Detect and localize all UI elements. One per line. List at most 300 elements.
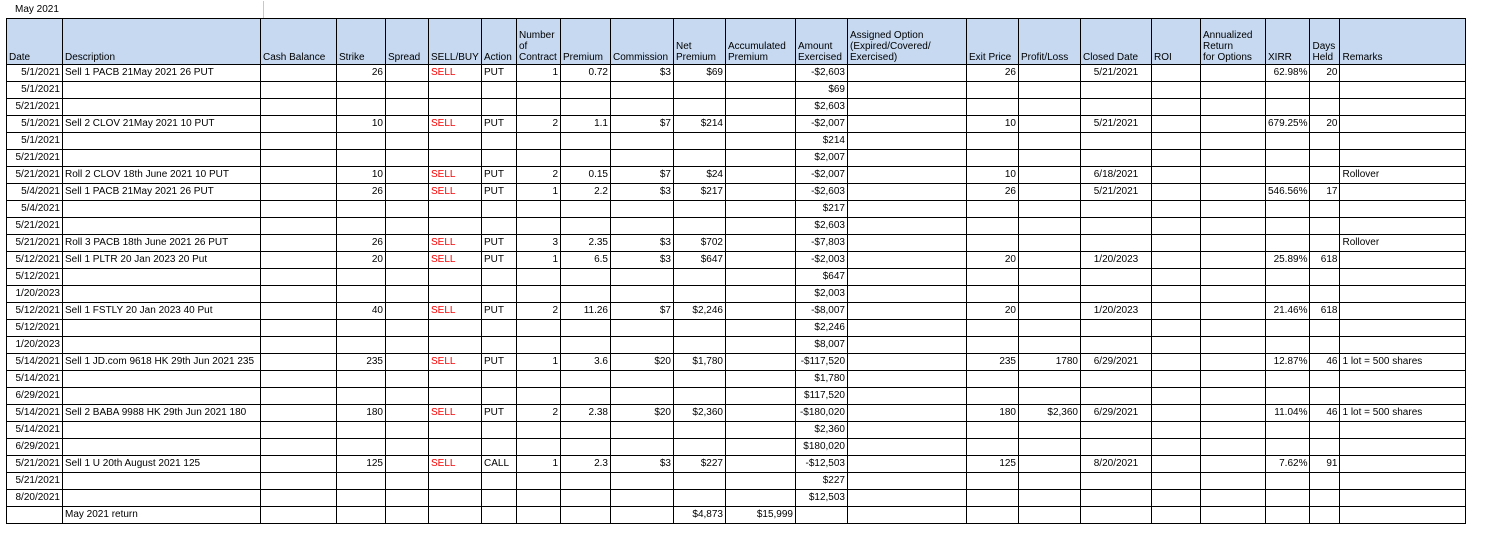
cell-contracts[interactable] [517, 150, 561, 167]
cell-annualized-return[interactable] [1201, 235, 1266, 252]
header-xirr[interactable] [1266, 19, 1310, 65]
cell-amount-exercised[interactable]: $2,603 [796, 218, 848, 235]
cell-xirr[interactable]: 25.89% [1266, 252, 1310, 269]
cell-commission[interactable] [611, 201, 674, 218]
cell-closed-date[interactable] [1081, 133, 1152, 150]
cell-cash-balance[interactable] [261, 354, 337, 371]
cell-description[interactable]: Sell 1 JD.com 9618 HK 29th Jun 2021 235 [63, 354, 261, 371]
cell-contracts[interactable] [517, 507, 561, 524]
cell-annualized-return[interactable] [1201, 116, 1266, 133]
cell-amount-exercised[interactable]: -$7,803 [796, 235, 848, 252]
cell-commission[interactable]: $20 [611, 354, 674, 371]
cell-annualized-return[interactable] [1201, 150, 1266, 167]
cell-net-premium[interactable]: $647 [674, 252, 726, 269]
cell-premium[interactable]: 11.26 [561, 303, 611, 320]
cell-spread[interactable] [386, 252, 429, 269]
cell-roi[interactable] [1152, 320, 1201, 337]
cell-days-held[interactable] [1310, 286, 1340, 303]
cell-profit-loss[interactable] [1019, 320, 1081, 337]
cell-profit-loss[interactable] [1019, 235, 1081, 252]
cell-commission[interactable] [611, 388, 674, 405]
cell-description[interactable] [63, 337, 261, 354]
cell-amount-exercised[interactable]: $1,780 [796, 371, 848, 388]
cell-cash-balance[interactable] [261, 218, 337, 235]
cell-premium[interactable]: 2.38 [561, 405, 611, 422]
cell-strike[interactable]: 180 [337, 405, 386, 422]
cell-xirr[interactable] [1266, 82, 1310, 99]
cell-date[interactable]: 1/20/2023 [7, 337, 63, 354]
cell-roi[interactable] [1152, 422, 1201, 439]
cell-closed-date[interactable] [1081, 371, 1152, 388]
cell-xirr[interactable] [1266, 422, 1310, 439]
cell-amount-exercised[interactable]: $180,020 [796, 439, 848, 456]
cell-amount-exercised[interactable]: -$117,520 [796, 354, 848, 371]
cell-description[interactable]: Sell 1 PLTR 20 Jan 2023 20 Put [63, 252, 261, 269]
cell-spread[interactable] [386, 303, 429, 320]
cell-xirr[interactable] [1266, 490, 1310, 507]
cell-closed-date[interactable]: 6/29/2021 [1081, 354, 1152, 371]
cell-assigned-option[interactable] [848, 116, 967, 133]
cell-assigned-option[interactable] [848, 99, 967, 116]
cell-commission[interactable] [611, 150, 674, 167]
cell-contracts[interactable]: 1 [517, 456, 561, 473]
cell-action[interactable] [482, 99, 517, 116]
cell-date[interactable]: 5/21/2021 [7, 456, 63, 473]
cell-annualized-return[interactable] [1201, 184, 1266, 201]
cell-closed-date[interactable] [1081, 235, 1152, 252]
cell-roi[interactable] [1152, 218, 1201, 235]
cell-sell-buy[interactable] [429, 218, 482, 235]
cell-annualized-return[interactable] [1201, 473, 1266, 490]
cell-action[interactable]: PUT [482, 405, 517, 422]
cell-contracts[interactable] [517, 133, 561, 150]
cell-cash-balance[interactable] [261, 388, 337, 405]
cell-premium[interactable] [561, 201, 611, 218]
cell-closed-date[interactable] [1081, 320, 1152, 337]
header-cash-balance[interactable] [261, 19, 337, 65]
cell-cash-balance[interactable] [261, 320, 337, 337]
cell-assigned-option[interactable] [848, 286, 967, 303]
cell-net-premium[interactable]: $217 [674, 184, 726, 201]
cell-net-premium[interactable] [674, 150, 726, 167]
cell-commission[interactable] [611, 320, 674, 337]
cell-closed-date[interactable] [1081, 473, 1152, 490]
cell-closed-date[interactable] [1081, 388, 1152, 405]
cell-assigned-option[interactable] [848, 354, 967, 371]
cell-contracts[interactable] [517, 99, 561, 116]
cell-xirr[interactable]: 11.04% [1266, 405, 1310, 422]
cell-profit-loss[interactable] [1019, 201, 1081, 218]
cell-commission[interactable] [611, 337, 674, 354]
cell-description[interactable] [63, 99, 261, 116]
cell-premium[interactable]: 2.3 [561, 456, 611, 473]
cell-action[interactable]: PUT [482, 252, 517, 269]
cell-amount-exercised[interactable]: -$2,603 [796, 184, 848, 201]
cell-accumulated-premium[interactable] [726, 65, 796, 82]
cell-spread[interactable] [386, 99, 429, 116]
cell-net-premium[interactable] [674, 320, 726, 337]
cell-exit-price[interactable]: 26 [967, 65, 1019, 82]
cell-amount-exercised[interactable]: $647 [796, 269, 848, 286]
header-contracts[interactable] [517, 19, 561, 65]
cell-xirr[interactable] [1266, 337, 1310, 354]
cell-date[interactable] [7, 507, 63, 524]
cell-spread[interactable] [386, 439, 429, 456]
cell-contracts[interactable]: 2 [517, 116, 561, 133]
cell-commission[interactable] [611, 490, 674, 507]
cell-commission[interactable] [611, 286, 674, 303]
cell-contracts[interactable] [517, 201, 561, 218]
cell-accumulated-premium[interactable] [726, 235, 796, 252]
cell-accumulated-premium[interactable] [726, 99, 796, 116]
cell-sell-buy[interactable]: SELL [429, 184, 482, 201]
cell-days-held[interactable]: 20 [1310, 116, 1340, 133]
cell-exit-price[interactable] [967, 439, 1019, 456]
cell-remarks[interactable] [1340, 507, 1466, 524]
cell-net-premium[interactable] [674, 82, 726, 99]
cell-xirr[interactable] [1266, 235, 1310, 252]
cell-date[interactable]: 6/29/2021 [7, 439, 63, 456]
cell-description[interactable] [63, 490, 261, 507]
cell-closed-date[interactable] [1081, 337, 1152, 354]
cell-date[interactable]: 5/21/2021 [7, 218, 63, 235]
cell-description[interactable] [63, 371, 261, 388]
cell-description[interactable]: Roll 2 CLOV 18th June 2021 10 PUT [63, 167, 261, 184]
cell-annualized-return[interactable] [1201, 201, 1266, 218]
cell-exit-price[interactable] [967, 82, 1019, 99]
cell-action[interactable] [482, 439, 517, 456]
cell-remarks[interactable]: 1 lot = 500 shares [1340, 405, 1466, 422]
cell-strike[interactable]: 26 [337, 235, 386, 252]
cell-days-held[interactable] [1310, 235, 1340, 252]
cell-commission[interactable] [611, 507, 674, 524]
cell-action[interactable]: CALL [482, 456, 517, 473]
cell-amount-exercised[interactable]: $8,007 [796, 337, 848, 354]
cell-annualized-return[interactable] [1201, 439, 1266, 456]
cell-date[interactable]: 5/21/2021 [7, 99, 63, 116]
cell-exit-price[interactable] [967, 150, 1019, 167]
cell-xirr[interactable] [1266, 507, 1310, 524]
cell-days-held[interactable]: 618 [1310, 252, 1340, 269]
cell-annualized-return[interactable] [1201, 303, 1266, 320]
cell-closed-date[interactable] [1081, 286, 1152, 303]
cell-amount-exercised[interactable]: -$180,020 [796, 405, 848, 422]
cell-date[interactable]: 1/20/2023 [7, 286, 63, 303]
cell-annualized-return[interactable] [1201, 218, 1266, 235]
cell-days-held[interactable] [1310, 337, 1340, 354]
cell-sell-buy[interactable] [429, 371, 482, 388]
cell-assigned-option[interactable] [848, 337, 967, 354]
cell-action[interactable] [482, 320, 517, 337]
cell-description[interactable]: Sell 1 U 20th August 2021 125 [63, 456, 261, 473]
cell-exit-price[interactable]: 235 [967, 354, 1019, 371]
cell-spread[interactable] [386, 507, 429, 524]
cell-accumulated-premium[interactable] [726, 269, 796, 286]
cell-accumulated-premium[interactable] [726, 490, 796, 507]
cell-exit-price[interactable]: 10 [967, 167, 1019, 184]
header-sell-buy[interactable] [429, 19, 482, 65]
cell-closed-date[interactable]: 6/18/2021 [1081, 167, 1152, 184]
cell-premium[interactable]: 3.6 [561, 354, 611, 371]
header-description[interactable] [63, 19, 261, 65]
cell-exit-price[interactable] [967, 99, 1019, 116]
cell-date[interactable]: 5/14/2021 [7, 422, 63, 439]
cell-commission[interactable] [611, 218, 674, 235]
cell-strike[interactable]: 235 [337, 354, 386, 371]
cell-days-held[interactable] [1310, 473, 1340, 490]
cell-accumulated-premium[interactable] [726, 218, 796, 235]
cell-closed-date[interactable]: 5/21/2021 [1081, 65, 1152, 82]
header-accumulated-premium[interactable] [726, 19, 796, 65]
cell-profit-loss[interactable] [1019, 99, 1081, 116]
cell-spread[interactable] [386, 82, 429, 99]
cell-accumulated-premium[interactable] [726, 354, 796, 371]
cell-accumulated-premium[interactable] [726, 252, 796, 269]
cell-sell-buy[interactable] [429, 150, 482, 167]
cell-roi[interactable] [1152, 439, 1201, 456]
cell-profit-loss[interactable] [1019, 456, 1081, 473]
cell-remarks[interactable] [1340, 252, 1466, 269]
cell-xirr[interactable] [1266, 218, 1310, 235]
cell-accumulated-premium[interactable] [726, 456, 796, 473]
cell-days-held[interactable] [1310, 269, 1340, 286]
cell-days-held[interactable] [1310, 167, 1340, 184]
cell-date[interactable]: 5/1/2021 [7, 82, 63, 99]
cell-closed-date[interactable]: 1/20/2023 [1081, 303, 1152, 320]
cell-annualized-return[interactable] [1201, 405, 1266, 422]
cell-accumulated-premium[interactable] [726, 286, 796, 303]
cell-annualized-return[interactable] [1201, 167, 1266, 184]
cell-roi[interactable] [1152, 354, 1201, 371]
cell-remarks[interactable] [1340, 82, 1466, 99]
cell-closed-date[interactable] [1081, 218, 1152, 235]
cell-description[interactable]: Roll 3 PACB 18th June 2021 26 PUT [63, 235, 261, 252]
cell-date[interactable]: 5/12/2021 [7, 320, 63, 337]
cell-xirr[interactable] [1266, 269, 1310, 286]
cell-contracts[interactable] [517, 473, 561, 490]
cell-strike[interactable]: 125 [337, 456, 386, 473]
cell-days-held[interactable]: 46 [1310, 405, 1340, 422]
cell-sell-buy[interactable] [429, 82, 482, 99]
cell-amount-exercised[interactable]: $2,360 [796, 422, 848, 439]
cell-roi[interactable] [1152, 235, 1201, 252]
cell-remarks[interactable] [1340, 150, 1466, 167]
cell-premium[interactable] [561, 371, 611, 388]
cell-profit-loss[interactable] [1019, 133, 1081, 150]
cell-annualized-return[interactable] [1201, 286, 1266, 303]
cell-net-premium[interactable]: $2,360 [674, 405, 726, 422]
cell-assigned-option[interactable] [848, 422, 967, 439]
cell-commission[interactable] [611, 269, 674, 286]
cell-assigned-option[interactable] [848, 235, 967, 252]
cell-accumulated-premium[interactable] [726, 116, 796, 133]
cell-date[interactable]: 5/14/2021 [7, 354, 63, 371]
cell-sell-buy[interactable]: SELL [429, 235, 482, 252]
cell-roi[interactable] [1152, 116, 1201, 133]
cell-exit-price[interactable] [967, 337, 1019, 354]
cell-closed-date[interactable]: 1/20/2023 [1081, 252, 1152, 269]
cell-description[interactable] [63, 218, 261, 235]
cell-net-premium[interactable] [674, 286, 726, 303]
cell-amount-exercised[interactable] [796, 507, 848, 524]
cell-date[interactable]: 5/12/2021 [7, 303, 63, 320]
cell-commission[interactable]: $7 [611, 116, 674, 133]
cell-profit-loss[interactable] [1019, 303, 1081, 320]
cell-date[interactable]: 5/14/2021 [7, 371, 63, 388]
cell-premium[interactable] [561, 99, 611, 116]
cell-closed-date[interactable] [1081, 82, 1152, 99]
cell-days-held[interactable] [1310, 201, 1340, 218]
cell-exit-price[interactable] [967, 320, 1019, 337]
cell-exit-price[interactable]: 180 [967, 405, 1019, 422]
cell-roi[interactable] [1152, 252, 1201, 269]
cell-date[interactable]: 6/29/2021 [7, 388, 63, 405]
cell-commission[interactable] [611, 422, 674, 439]
cell-accumulated-premium[interactable] [726, 201, 796, 218]
cell-net-premium[interactable] [674, 371, 726, 388]
cell-net-premium[interactable]: $214 [674, 116, 726, 133]
cell-days-held[interactable]: 17 [1310, 184, 1340, 201]
cell-premium[interactable]: 2.2 [561, 184, 611, 201]
cell-days-held[interactable]: 91 [1310, 456, 1340, 473]
header-commission[interactable] [611, 19, 674, 65]
cell-roi[interactable] [1152, 184, 1201, 201]
cell-assigned-option[interactable] [848, 167, 967, 184]
cell-sell-buy[interactable]: SELL [429, 252, 482, 269]
cell-remarks[interactable]: Rollover [1340, 167, 1466, 184]
cell-date[interactable]: 5/21/2021 [7, 235, 63, 252]
cell-cash-balance[interactable] [261, 252, 337, 269]
cell-premium[interactable] [561, 320, 611, 337]
cell-description[interactable] [63, 133, 261, 150]
cell-exit-price[interactable]: 20 [967, 252, 1019, 269]
cell-assigned-option[interactable] [848, 456, 967, 473]
cell-commission[interactable]: $7 [611, 303, 674, 320]
cell-strike[interactable] [337, 99, 386, 116]
cell-assigned-option[interactable] [848, 371, 967, 388]
cell-profit-loss[interactable] [1019, 252, 1081, 269]
cell-xirr[interactable]: 546.56% [1266, 184, 1310, 201]
cell-exit-price[interactable] [967, 286, 1019, 303]
cell-net-premium[interactable] [674, 218, 726, 235]
cell-sell-buy[interactable]: SELL [429, 65, 482, 82]
cell-cash-balance[interactable] [261, 456, 337, 473]
cell-annualized-return[interactable] [1201, 82, 1266, 99]
cell-assigned-option[interactable] [848, 201, 967, 218]
cell-sell-buy[interactable] [429, 99, 482, 116]
cell-sell-buy[interactable]: SELL [429, 167, 482, 184]
cell-closed-date[interactable] [1081, 99, 1152, 116]
cell-commission[interactable]: $20 [611, 405, 674, 422]
cell-net-premium[interactable]: $1,780 [674, 354, 726, 371]
cell-contracts[interactable]: 1 [517, 184, 561, 201]
cell-exit-price[interactable]: 125 [967, 456, 1019, 473]
cell-sell-buy[interactable]: SELL [429, 303, 482, 320]
cell-profit-loss[interactable] [1019, 65, 1081, 82]
cell-date[interactable]: 5/21/2021 [7, 150, 63, 167]
cell-description[interactable] [63, 269, 261, 286]
cell-contracts[interactable] [517, 388, 561, 405]
cell-remarks[interactable] [1340, 218, 1466, 235]
cell-spread[interactable] [386, 167, 429, 184]
cell-action[interactable] [482, 201, 517, 218]
cell-cash-balance[interactable] [261, 201, 337, 218]
cell-closed-date[interactable] [1081, 439, 1152, 456]
cell-description[interactable]: Sell 1 PACB 21May 2021 26 PUT [63, 65, 261, 82]
cell-profit-loss[interactable] [1019, 218, 1081, 235]
cell-xirr[interactable]: 62.98% [1266, 65, 1310, 82]
cell-assigned-option[interactable] [848, 65, 967, 82]
cell-contracts[interactable]: 1 [517, 252, 561, 269]
cell-roi[interactable] [1152, 65, 1201, 82]
cell-net-premium[interactable] [674, 337, 726, 354]
cell-roi[interactable] [1152, 133, 1201, 150]
cell-amount-exercised[interactable]: -$8,007 [796, 303, 848, 320]
cell-strike[interactable] [337, 439, 386, 456]
cell-strike[interactable] [337, 201, 386, 218]
cell-commission[interactable]: $7 [611, 167, 674, 184]
cell-spread[interactable] [386, 490, 429, 507]
cell-profit-loss[interactable] [1019, 82, 1081, 99]
cell-assigned-option[interactable] [848, 439, 967, 456]
cell-sell-buy[interactable] [429, 490, 482, 507]
cell-action[interactable]: PUT [482, 65, 517, 82]
cell-accumulated-premium[interactable] [726, 473, 796, 490]
cell-spread[interactable] [386, 473, 429, 490]
cell-strike[interactable] [337, 269, 386, 286]
cell-commission[interactable] [611, 371, 674, 388]
cell-action[interactable] [482, 150, 517, 167]
cell-premium[interactable] [561, 473, 611, 490]
cell-sell-buy[interactable]: SELL [429, 405, 482, 422]
cell-remarks[interactable] [1340, 201, 1466, 218]
cell-profit-loss[interactable] [1019, 167, 1081, 184]
cell-cash-balance[interactable] [261, 371, 337, 388]
header-assigned-option[interactable] [848, 19, 967, 65]
cell-xirr[interactable] [1266, 371, 1310, 388]
cell-date[interactable]: 5/4/2021 [7, 201, 63, 218]
cell-remarks[interactable] [1340, 473, 1466, 490]
cell-net-premium[interactable]: $4,873 [674, 507, 726, 524]
cell-spread[interactable] [386, 422, 429, 439]
cell-cash-balance[interactable] [261, 65, 337, 82]
cell-exit-price[interactable]: 20 [967, 303, 1019, 320]
cell-amount-exercised[interactable]: $12,503 [796, 490, 848, 507]
cell-description[interactable]: Sell 2 CLOV 21May 2021 10 PUT [63, 116, 261, 133]
cell-date[interactable]: 5/1/2021 [7, 65, 63, 82]
cell-remarks[interactable] [1340, 65, 1466, 82]
cell-spread[interactable] [386, 456, 429, 473]
cell-sell-buy[interactable] [429, 133, 482, 150]
cell-date[interactable]: 5/14/2021 [7, 405, 63, 422]
cell-closed-date[interactable] [1081, 507, 1152, 524]
cell-premium[interactable] [561, 150, 611, 167]
cell-premium[interactable]: 6.5 [561, 252, 611, 269]
cell-net-premium[interactable]: $24 [674, 167, 726, 184]
header-action[interactable] [482, 19, 517, 65]
cell-assigned-option[interactable] [848, 252, 967, 269]
cell-roi[interactable] [1152, 388, 1201, 405]
cell-action[interactable] [482, 422, 517, 439]
cell-contracts[interactable]: 2 [517, 167, 561, 184]
cell-exit-price[interactable] [967, 507, 1019, 524]
cell-contracts[interactable] [517, 422, 561, 439]
cell-action[interactable] [482, 507, 517, 524]
cell-sell-buy[interactable] [429, 388, 482, 405]
cell-cash-balance[interactable] [261, 99, 337, 116]
cell-remarks[interactable]: 1 lot = 500 shares [1340, 354, 1466, 371]
cell-strike[interactable]: 26 [337, 184, 386, 201]
